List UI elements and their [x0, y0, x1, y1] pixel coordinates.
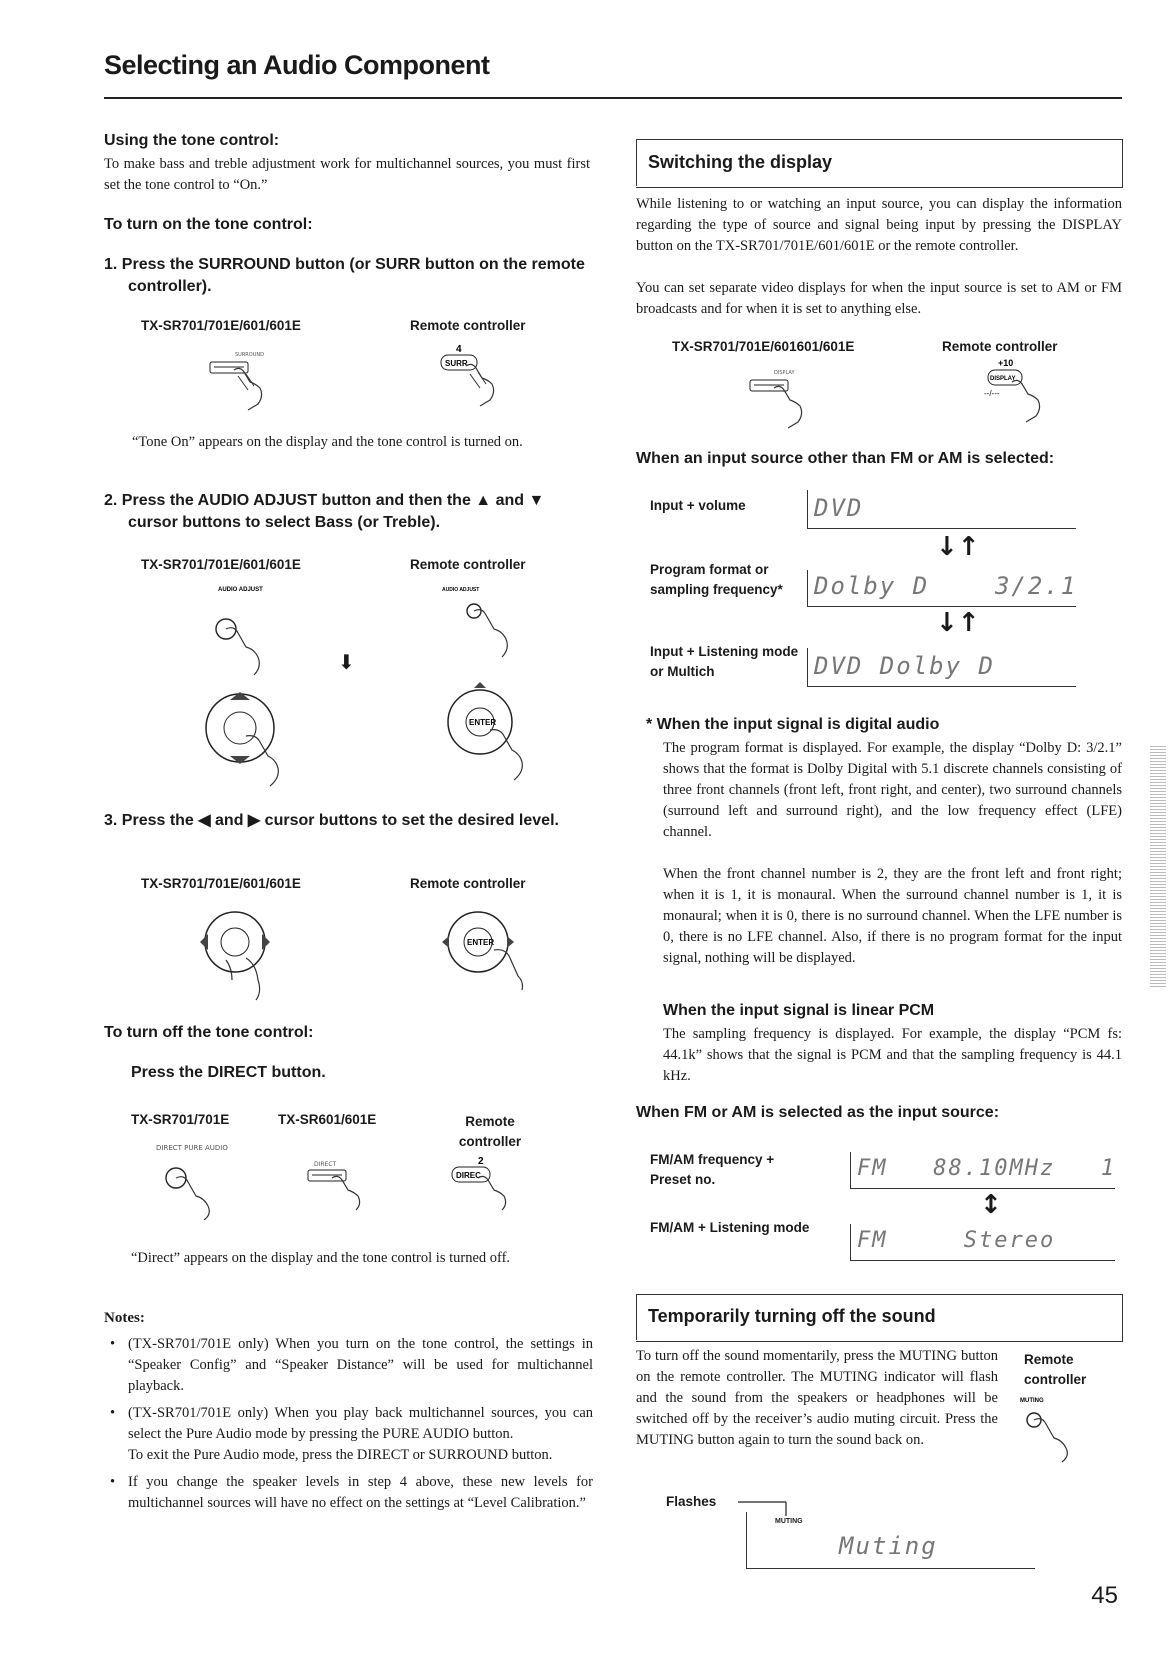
- note-2: [108, 1403, 593, 1445]
- tone-intro: To make bass and treble adjustment work for multichannel sources, you must first set the tone control to “On.”: [104, 156, 590, 193]
- fm-swap-arrow: ↕: [980, 1190, 1002, 1220]
- muting-indicator: MUTING: [775, 1518, 803, 1525]
- step-2: 2. Press the AUDIO ADJUST button and then the ▲ and ▼ cursor buttons to select Bass (or Treble).: [104, 492, 545, 531]
- page-title: Selecting an Audio Component: [104, 50, 490, 80]
- direct-key1-label: DIRECT PURE AUDIO: [156, 1144, 228, 1152]
- direct-remote-illustration: [450, 1140, 550, 1220]
- digital-audio-heading: * When the input signal is digital audio: [646, 716, 940, 733]
- note-2-text: (TX-SR701/701E only) When you play back multichannel sources, you can select the Pure Audio mode by pressing the PURE AUDIO button.: [128, 1405, 593, 1442]
- display-key-label: DISPLAY: [774, 370, 795, 376]
- step2-remote: Remote controller: [410, 557, 526, 572]
- direct-remote-btn: DIREC: [456, 1171, 481, 1180]
- box-left-edge-2: [636, 1294, 637, 1340]
- step1-remote: Remote controller: [410, 318, 526, 333]
- enter-label-2: ENTER: [467, 938, 495, 947]
- title-rule: [104, 97, 1122, 99]
- tone-heading: Using the tone control:: [104, 132, 280, 149]
- plus10-label: +10: [998, 358, 1014, 368]
- display-model: TX-SR701/701E/601601/601E: [672, 339, 855, 354]
- flashes-label: Flashes: [666, 1494, 717, 1509]
- lcd-text-2: Dolby D 3/2.1: [814, 572, 1078, 600]
- remote-key-number: 4: [456, 344, 462, 355]
- note-3: • If you change the speaker levels in step 4 above, these new levels for multichannel sources will have no effect on the settings at “Level Calibration.”: [108, 1472, 593, 1514]
- direct-col3: Remote controller: [458, 1114, 522, 1149]
- lcd-text-1: DVD: [814, 494, 864, 522]
- step-3: 3. Press the ◀ and ▶ cursor buttons to set the desired level.: [104, 812, 559, 829]
- digital-paragraph-2: When the front channel number is 2, they are the front left and front right; when it is 1, it is monaural. When the surround channel number is 1, it is monaural; when it is 0, there is no surround channel. When the LFE number is 0, there is no LFE channel. Also, if there is no program format for the input signal, nothing will be displayed.: [663, 866, 1122, 966]
- display-button-illustration: [740, 358, 850, 430]
- lcd-input-listening: [807, 648, 1076, 687]
- direct-result: “Direct” appears on the display and the tone control is turned off.: [131, 1250, 511, 1266]
- surr-button-label: SURR: [445, 359, 468, 368]
- step3-remote: Remote controller: [410, 876, 526, 891]
- lcd-text-3: DVD Dolby D: [814, 652, 995, 680]
- lcd-fm-frequency: [850, 1152, 1115, 1189]
- press-direct: Press the DIRECT button.: [131, 1064, 326, 1081]
- direct-col1: TX-SR701/701E: [131, 1112, 230, 1127]
- direct-col2: TX-SR601/601E: [278, 1112, 377, 1127]
- turn-off-heading: To turn off the tone control:: [104, 1024, 314, 1041]
- fm-row2-label: FM/AM + Listening mode: [650, 1220, 810, 1235]
- step-1: 1. Press the SURROUND button (or SURR button on the remote controller).: [104, 256, 585, 295]
- box-left-edge: [636, 139, 637, 186]
- step3-model: TX-SR701/701E/601/601E: [141, 876, 301, 891]
- switch-paragraph-1: While listening to or watching an input source, you can display the information regarding the type of source and signal being input by pressing the DISPLAY button on the TX-SR701/701E/601/601E or the remote controller.: [636, 196, 1122, 254]
- direct-remote-num: 2: [478, 1156, 484, 1167]
- remote-audio-adjust-illustration: [440, 583, 550, 678]
- muting-remote-label: Remote controller: [1024, 1352, 1087, 1387]
- lcd-text-fm1: FM 88.10MHz 1: [857, 1156, 1117, 1181]
- cursor-pad-leftright-illustration: [180, 900, 310, 1005]
- lcd-input-volume: [807, 490, 1076, 529]
- enter-label: ENTER: [469, 718, 497, 727]
- audio-adjust-label: AUDIO ADJUST: [218, 587, 263, 593]
- turn-on-heading: To turn on the tone control:: [104, 216, 313, 233]
- row2-label: Program format or sampling frequency*: [650, 562, 783, 597]
- other-source-heading: When an input source other than FM or AM is selected:: [636, 450, 1055, 467]
- cursor-pad-updown-illustration: [190, 680, 310, 790]
- note-2-continued: [108, 1445, 593, 1466]
- switching-display-title: Switching the display: [648, 152, 833, 172]
- page-number: 45: [1091, 1582, 1118, 1609]
- pcm-paragraph: The sampling frequency is displayed. For example, the display “PCM fs: 44.1k” shows that the signal is PCM and that the sampling frequency is 44.1 kHz.: [663, 1026, 1122, 1084]
- direct-key2-label: DIRECT: [314, 1161, 337, 1168]
- display-remote-illustration: [980, 356, 1090, 428]
- down-arrow-icon: ⬇: [338, 650, 355, 674]
- fm-am-heading: When FM or AM is selected as the input source:: [636, 1104, 1000, 1121]
- remote-audio-adjust-label: AUDIO ADJUST: [442, 587, 480, 593]
- remote-cursor-leftright-illustration: [420, 900, 550, 1005]
- lcd-program-format: [807, 570, 1076, 607]
- swap-arrows-2: ↓↑: [936, 608, 980, 638]
- note-1: • (TX-SR701/701E only) When you turn on the tone control, the settings in “Speaker Config” and “Speaker Distance” will be used for multichannel playback.: [108, 1334, 593, 1397]
- step1-model: TX-SR701/701E/601/601E: [141, 318, 301, 333]
- step2-model: TX-SR701/701E/601/601E: [141, 557, 301, 572]
- section-tab-marker: [1150, 744, 1166, 987]
- note-2-text-b: To exit the Pure Audio mode, press the DIRECT or SURROUND button.: [128, 1447, 553, 1463]
- muting-key-label: MUTING: [1020, 1398, 1044, 1404]
- lcd-muting: [746, 1512, 1035, 1569]
- temporarily-off-box: [636, 1294, 1123, 1342]
- surround-button-illustration: [200, 340, 310, 412]
- temporarily-off-title: Temporarily turning off the sound: [648, 1306, 936, 1326]
- display-remote: Remote controller: [942, 339, 1058, 354]
- lcd-text-muting: Muting: [839, 1532, 938, 1560]
- dash-label: --/---: [984, 389, 1000, 398]
- row1-label: Input + volume: [650, 498, 746, 513]
- digital-paragraph-1: The program format is displayed. For example, the display “Dolby D: 3/2.1” shows that the format is Dolby Digital with 5.1 discrete channels consisting of three front channels (front left, front right, and center), two surround channels (surround left and surround right), and the low frequency effect (LFE) channel.: [663, 740, 1122, 840]
- lcd-fm-listening: [850, 1224, 1115, 1261]
- switch-paragraph-2: You can set separate video displays for when the input source is set to AM or FM broadcasts and for when it is set to anything else.: [636, 280, 1122, 317]
- direct-button-illustration: [300, 1140, 400, 1220]
- muting-remote-illustration: [1010, 1392, 1110, 1468]
- notes-list: [108, 1334, 593, 1520]
- switching-display-box: [636, 139, 1123, 188]
- audio-adjust-key-illustration: [200, 583, 320, 678]
- muting-paragraph: To turn off the sound momentarily, press the MUTING button on the remote controller. The MUTING indicator will flash and the sound from the speakers or headphones will be switched off by the receiver’s audio muting circuit. Press the MUTING button again to turn the sound back on.: [636, 1348, 998, 1448]
- row3-label: Input + Listening mode or Multich: [650, 644, 799, 679]
- lcd-text-fm2: FM Stereo: [857, 1228, 1056, 1253]
- surround-key-label: SURROUND: [235, 352, 264, 358]
- notes-heading: Notes:: [104, 1310, 145, 1326]
- direct-pure-audio-button-illustration: [150, 1140, 250, 1220]
- remote-cursor-enter-illustration: [430, 676, 550, 786]
- pcm-heading: When the input signal is linear PCM: [663, 1002, 935, 1019]
- surr-remote-illustration: [440, 340, 550, 412]
- fm-row1-label: FM/AM frequency + Preset no.: [650, 1152, 775, 1187]
- step1-result: “Tone On” appears on the display and the tone control is turned on.: [132, 434, 523, 450]
- display-remote-btn: DISPLAY: [990, 376, 1016, 382]
- swap-arrows-1: ↓↑: [936, 532, 980, 562]
